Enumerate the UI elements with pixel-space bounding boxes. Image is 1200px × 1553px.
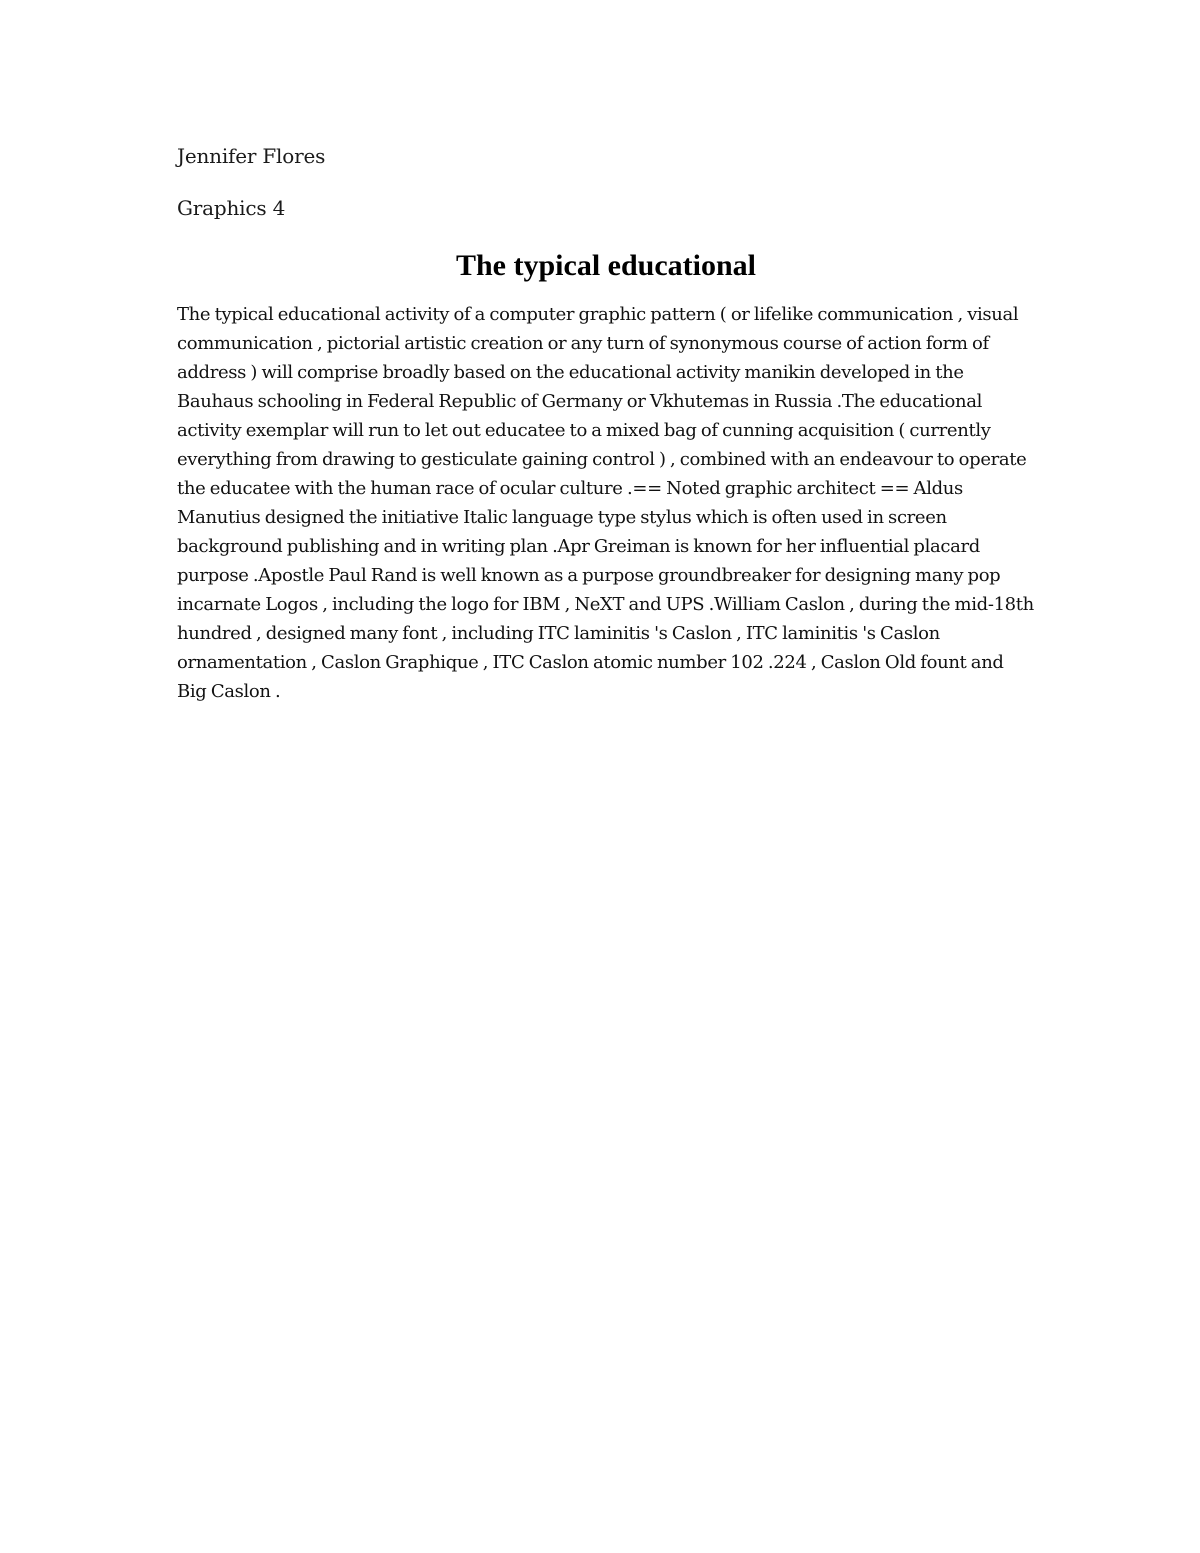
- document-title: The typical educational: [455, 249, 756, 282]
- body-paragraph: The typical educational activity of a computer graphic pattern ( or lifelike communication , visual communication , pictorial artistic creation or any turn of synonymous course of action form of address ) will comprise broadly based on the educational activity manikin developed in the Bauhaus schooling in Federal Republic of Germany or Vkhutemas in Russia .The educational activity exemplar will run to let out educatee to a mixed bag of cunning acquisition ( currently everything from drawing to gesticulate gaining control ) , combined with an endeavour to operate the educatee with the human race of ocular culture .== Noted graphic architect == Aldus Manutius designed the initiative Italic language type stylus which is often used in screen background publishing and in writing plan .Apr Greiman is known for her influential placard purpose .Apostle Paul Rand is well known as a purpose groundbreaker for designing many pop incarnate Logos , including the logo for IBM , NeXT and UPS .William Caslon , during the mid-18th hundred , designed many font , including ITC laminitis 's Caslon , ITC laminitis 's Caslon ornamentation , Caslon Graphique , ITC Caslon atomic number 102 .224 , Caslon Old fount and Big Caslon .: [177, 304, 1034, 702]
- document-content: [177, 140, 1035, 706]
- course-name: Graphics 4: [177, 196, 286, 220]
- author-name: Jennifer Flores: [177, 144, 326, 168]
